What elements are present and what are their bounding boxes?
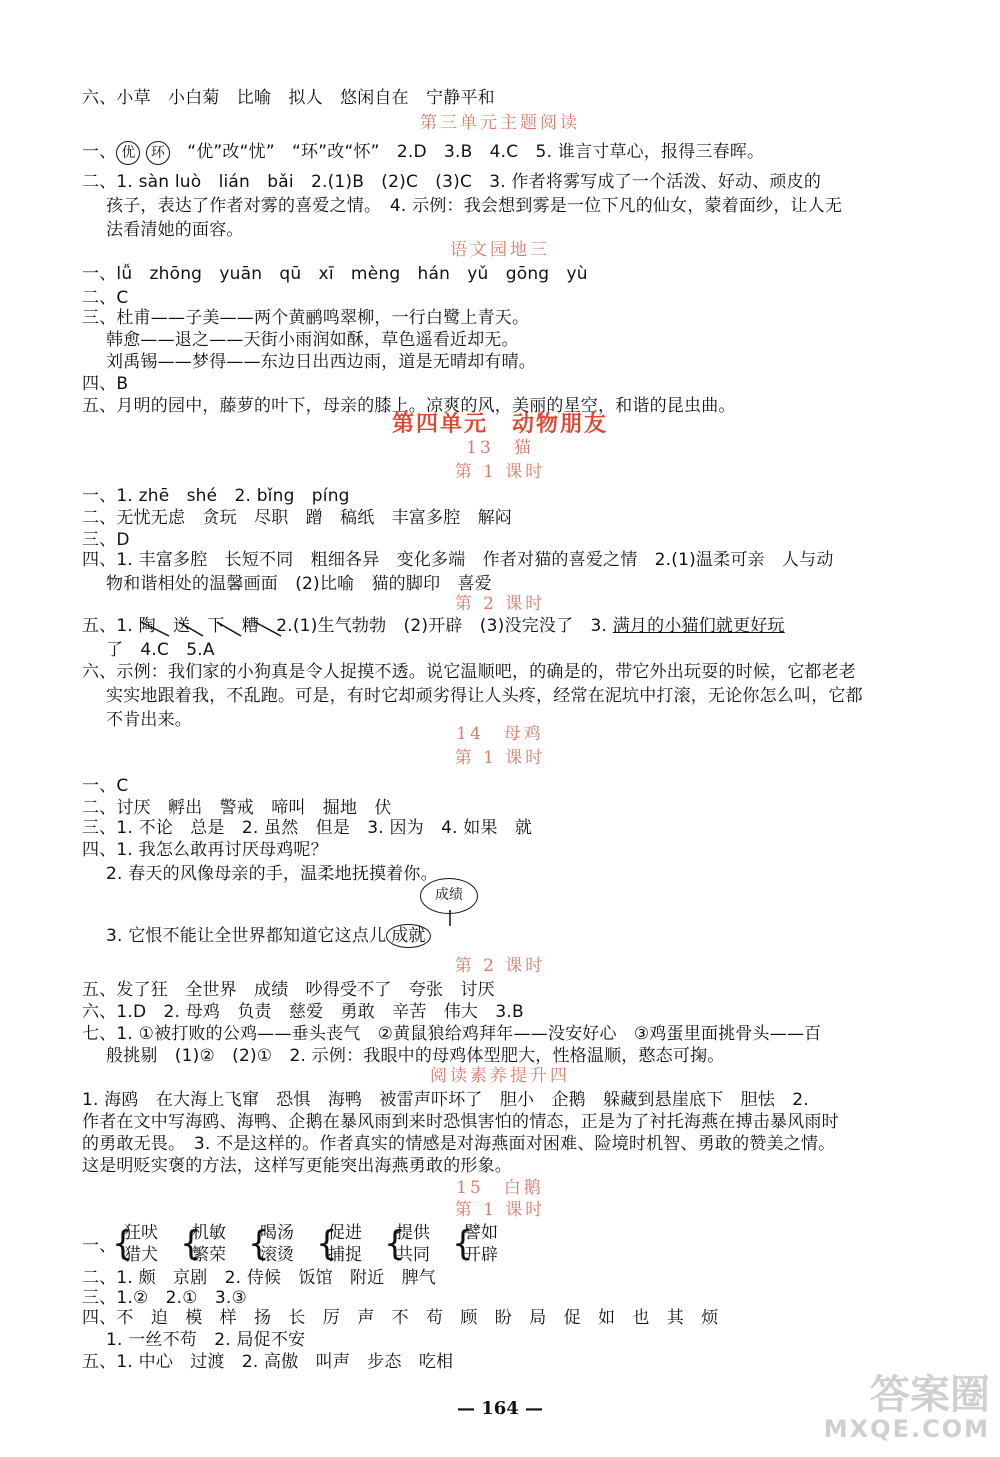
watermark-url: MXQE.COM (823, 1415, 990, 1443)
word-pair-bottom: 繁荣 (192, 1245, 226, 1265)
answer-line: 这是明贬实褒的方法，这样写更能突出海燕勇敢的形象。 (82, 1156, 512, 1176)
answer-line: 三、1. 不论 总是 2. 虽然 但是 3. 因为 4. 如果 就 (82, 818, 533, 838)
period-heading: 第 2 课时 (454, 594, 546, 614)
answer-line: 1. 一丝不苟 2. 局促不安 (106, 1330, 306, 1350)
answer-text: 陶 送 下 糟 (138, 616, 260, 636)
answer-line: 五、月明的园中，藤萝的叶下，母亲的膝上。凉爽的风，美丽的星空，和谐的昆虫曲。 (82, 396, 736, 416)
answer-line: 三、D (82, 530, 130, 550)
answer-line: 韩愈——退之——天街小雨润如酥，草色遥看近却无。 (106, 330, 519, 350)
brace-icon: { (180, 1224, 202, 1264)
period-heading: 第 1 课时 (454, 462, 546, 482)
answer-line: 作者在文中写海鸥、海鸭、企鹅在暴风雨到来时恐惧害怕的情态，正是为了衬托海燕在搏击暴风雨时 (82, 1112, 839, 1132)
answer-line: 1. 海鸥 在大海上飞窜 恐惧 海鸭 被雷声吓坏了 胆小 企鹅 躲藏到悬崖底下 胆怯 2. (82, 1090, 809, 1110)
word-pair-top: 狂吠 (124, 1223, 158, 1243)
circled-character: 优 (116, 141, 140, 165)
pinyin-line: 一、lǚ zhōng yuān qū xī mèng hán yǔ gōng yù (82, 264, 588, 284)
word-pair-group (112, 1222, 172, 1270)
answer-line: 六、示例：我们家的小狗真是令人捉摸不透。说它温顺吧，的确是的，带它外出玩耍的时候，它都老老 (82, 662, 856, 682)
section-heading: 语文园地三 (450, 240, 550, 260)
answer-line: 七、1. ①被打败的公鸡——垂头丧气 ②黄鼠狼给鸡拜年——没安好心 ③鸡蛋里面挑骨头——百 (82, 1024, 822, 1044)
word-pair-bottom: 捕捉 (328, 1245, 362, 1265)
answer-prefix: 一、 (82, 142, 117, 162)
word-pair-bottom: 猎犬 (124, 1245, 158, 1265)
watermark-text: 答案圈 (870, 1372, 990, 1418)
lesson-heading: 13 猫 (466, 438, 534, 458)
answer-line: 般挑剔 (1)② (2)① 2. 示例：我眼中的母鸡体型肥大，性格温顺，憨态可掬。 (106, 1046, 725, 1066)
answer-line: 2. 春天的风像母亲的手，温柔地抚摸着你。 (106, 864, 438, 884)
word-pair-group (248, 1222, 308, 1270)
answer-line (82, 140, 764, 165)
answer-prefix: 五、1. (82, 616, 139, 636)
brace-icon: { (316, 1224, 338, 1264)
struck-words (139, 616, 259, 636)
lesson-heading: 14 母鸡 (456, 724, 544, 744)
period-heading: 第 1 课时 (454, 1200, 546, 1220)
answer-line: 五、发了狂 全世界 成绩 吵得受不了 夸张 讨厌 (82, 980, 495, 1000)
answer-line: 二、1. 颇 京剧 2. 侍候 饭馆 附近 脾气 (82, 1268, 437, 1288)
word-pair-group (180, 1222, 240, 1270)
answer-line (106, 924, 431, 948)
answer-line: 实实地跟着我，不乱跑。可是，有时它却顽劣得让人头疼，经常在泥坑中打滚，无论你怎么叫，它都 (106, 686, 863, 706)
answer-line: 二、无忧无虑 贪玩 尽职 蹭 稿纸 丰富多腔 解闷 (82, 508, 512, 528)
section-heading: 第三单元主题阅读 (420, 113, 580, 133)
answer-line: 法看清她的面容。 (106, 220, 244, 240)
strike-mark-icon (139, 618, 289, 640)
answer-text: “优”改“忧” “环”改“怀” 2.D 3.B 4.C 5. 谁言寸草心，报得三春晖。 (170, 142, 765, 162)
answer-prefix: 一、 (82, 1236, 117, 1256)
unit-title: 第四单元 动物朋友 (391, 412, 608, 437)
answer-line: 三、杜甫——子美——两个黄鹂鸣翠柳，一行白鹭上青天。 (82, 308, 530, 328)
answer-line: 不肯出来。 (106, 710, 192, 730)
answer-line: 刘禹锡——梦得——东边日出西边雨，道是无晴却有晴。 (106, 352, 536, 372)
word-pair-top: 机敏 (192, 1223, 226, 1243)
underlined-answer: 满月的小猫们就更好玩 (612, 616, 785, 636)
answer-line: 孩子，表达了作者对雾的喜爱之情。 4. 示例：我会想到雾是一位下凡的仙女，蒙着面纱，让人无 (106, 196, 843, 216)
answer-line: 四、1. 丰富多腔 长短不同 粗细各异 变化多端 作者对猫的喜爱之情 2.(1)温柔可亲 人与动 (82, 550, 834, 570)
word-pair-top: 提供 (396, 1223, 430, 1243)
word-pair-top: 促进 (328, 1223, 362, 1243)
word-pair-group (384, 1222, 444, 1270)
answer-line: 四、1. 我怎么敢再讨厌母鸡呢？ (82, 840, 328, 860)
answer-line: 物和谐相处的温馨画面 (2)比喻 猫的脚印 喜爱 (106, 574, 492, 594)
word-pair-top: 譬如 (464, 1223, 498, 1243)
answer-line: 了 4.C 5.A (106, 640, 215, 660)
brace-icon: { (384, 1224, 406, 1264)
word-pair-group (316, 1222, 376, 1270)
period-heading: 第 1 课时 (454, 748, 546, 768)
answer-line: 四、不 迫 模 样 扬 长 厉 声 不 苟 顾 盼 局 促 如 也 其 烦 (82, 1308, 719, 1328)
answer-line: 五、1. 中心 过渡 2. 高傲 叫声 步态 吃相 (82, 1352, 454, 1372)
answer-text: 3. 它恨不能让全世界都知道它这点儿 (106, 926, 387, 946)
circled-character: 环 (146, 141, 170, 165)
circled-correction: 成绩 (420, 878, 478, 914)
brace-icon: { (248, 1224, 270, 1264)
answer-line: 四、B (82, 374, 129, 394)
answer-line: 的勇敢无畏。 3. 不是这样的。作者真实的情感是对海燕面对困难、险境时机智、勇敢的赞美之情。 (82, 1134, 836, 1154)
word-pair-top: 喝汤 (260, 1223, 294, 1243)
answer-line: 二、讨厌 孵出 警戒 啼叫 掘地 伏 (82, 798, 392, 818)
page-number: — 164 — (456, 1398, 544, 1419)
brace-icon: { (112, 1224, 134, 1264)
answer-line: 二、1. sàn luò lián bǎi 2.(1)B (2)C (3)C 3. 作者将雾写成了一个活泼、好动、顽皮的 (82, 172, 822, 192)
word-pair-bottom: 滚烫 (260, 1245, 294, 1265)
answer-text: 2.(1)生气勃勃 (2)开辟 (3)没完没了 3. (259, 616, 613, 636)
answer-line: 一、C (82, 776, 129, 796)
word-pair-bottom: 开辟 (464, 1245, 498, 1265)
answer-line: 六、小草 小白菊 比喻 拟人 悠闲自在 宁静平和 (82, 88, 495, 108)
correction-arrow-icon (440, 910, 460, 928)
lesson-heading: 15 白鹅 (456, 1178, 544, 1198)
answer-line: 二、C (82, 288, 129, 308)
brace-icon: { (452, 1224, 474, 1264)
answer-line: 六、1.D 2. 母鸡 负责 慈爱 勇敢 辛苦 伟大 3.B (82, 1002, 524, 1022)
circled-word: 成就 (386, 924, 430, 948)
pinyin-line: 一、1. zhē shé 2. bǐng píng (82, 486, 350, 506)
word-pair-bottom: 共同 (396, 1245, 430, 1265)
answer-line (82, 614, 785, 638)
word-pair-group (452, 1222, 512, 1270)
answer-line: 三、1.② 2.① 3.③ (82, 1288, 247, 1308)
period-heading: 第 2 课时 (454, 956, 546, 976)
section-heading: 阅读素养提升四 (430, 1066, 570, 1086)
watermark-logo (823, 1372, 990, 1443)
